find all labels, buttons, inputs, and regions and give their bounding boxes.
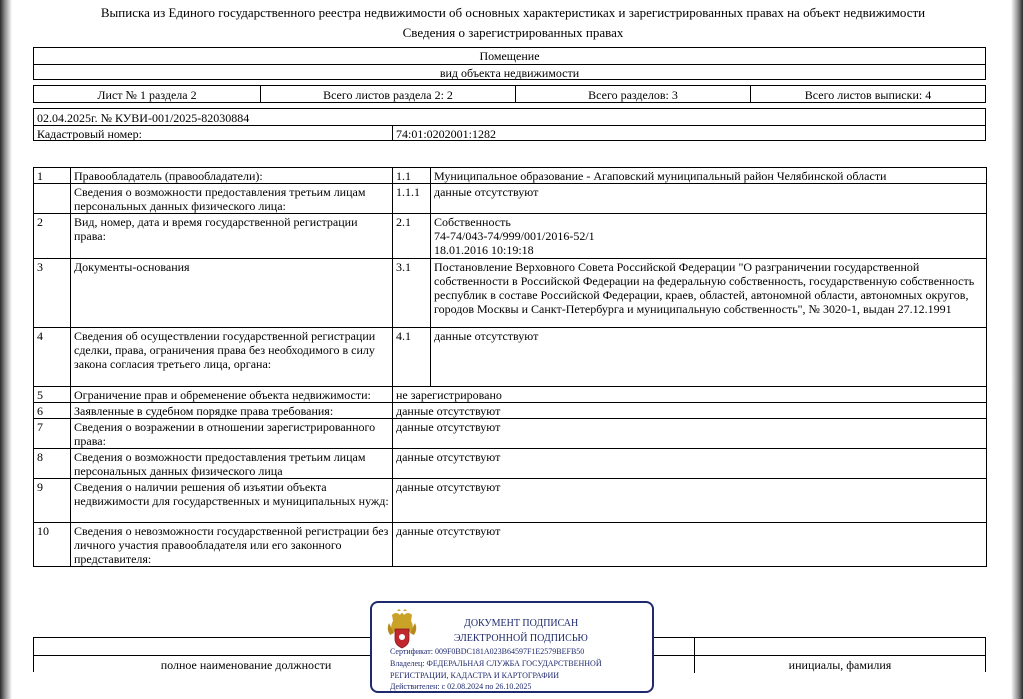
scan-edge-left — [0, 0, 12, 699]
table-row — [34, 328, 987, 387]
row-value: не зарегистрировано — [393, 387, 987, 403]
row-value: данные отсутствуют — [393, 523, 987, 567]
row-number: 5 — [34, 387, 71, 403]
stamp-title: ДОКУМЕНТ ПОДПИСАН — [464, 618, 579, 629]
row-subnumber: 2.1 — [393, 214, 431, 259]
row-value: данные отсутствуют — [393, 479, 987, 523]
cadastral-label: Кадастровый номер: — [37, 127, 142, 141]
row-label: Сведения о возможности предоставления третьим лицам персональных данных физического лица: — [71, 184, 393, 214]
sheet-number: Лист № 1 раздела 2 — [97, 88, 197, 102]
table-row — [34, 259, 987, 328]
table-row — [34, 419, 987, 449]
stamp-validity: Действителен: с 02.08.2024 по 26.10.2025 — [390, 682, 532, 691]
object-type-value: Помещение — [479, 49, 540, 63]
table-row — [34, 479, 987, 523]
table-row — [34, 387, 987, 403]
object-type-caption: вид объекта недвижимости — [439, 66, 580, 80]
row-label: Заявленные в судебном порядке права требования: — [71, 403, 393, 419]
row-number — [34, 184, 71, 214]
row-subnumber: 1.1.1 — [393, 184, 431, 214]
sheets-in-section: Всего листов раздела 2: 2 — [323, 88, 453, 102]
total-sheets: Всего листов выписки: 4 — [804, 88, 932, 102]
table-row — [34, 449, 987, 479]
row-subnumber: 4.1 — [393, 328, 431, 387]
row-number: 9 — [34, 479, 71, 523]
row-label: Документы-основания — [71, 259, 393, 328]
row-value: данные отсутствуют — [393, 449, 987, 479]
row-subnumber: 1.1 — [393, 168, 431, 184]
row-label: Сведения о наличии решения об изъятии объекта недвижимости для государственных и муниципальных нужд: — [71, 479, 393, 523]
row-label: Сведения о возможности предоставления третьим лицам персональных данных физического лица — [71, 449, 393, 479]
row-label: Сведения о возражении в отношении зарегистрированного права: — [71, 419, 393, 449]
total-sections: Всего разделов: 3 — [588, 88, 678, 102]
row-number: 6 — [34, 403, 71, 419]
object-type-box — [33, 47, 986, 80]
row-value: Муниципальное образование - Агаповский муниципальный район Челябинской области — [431, 168, 987, 184]
row-subnumber: 3.1 — [393, 259, 431, 328]
row-number: 3 — [34, 259, 71, 328]
stamp-certificate: Сертификат: 009F0BDC181A023B64597F1E2579BEFB50 — [390, 647, 585, 656]
row-value — [431, 214, 987, 259]
row-number: 1 — [34, 168, 71, 184]
initials-caption: инициалы, фамилия — [788, 658, 892, 672]
table-row — [34, 523, 987, 567]
row-value: данные отсутствуют — [431, 184, 987, 214]
row-number: 2 — [34, 214, 71, 259]
row-label: Ограничение прав и обременение объекта недвижимости: — [71, 387, 393, 403]
stamp-subtitle: ЭЛЕКТРОННОЙ ПОДПИСЬЮ — [454, 633, 588, 644]
row-label: Правообладатель (правообладатели): — [71, 168, 393, 184]
row-label: Сведения об осуществлении государственной регистрации сделки, права, ограничения права без необходимого в силу закона согласия третьего лица, органа: — [71, 328, 393, 387]
right-type: Собственность — [434, 215, 511, 229]
table-row — [34, 184, 987, 214]
stamp-owner-continued: РЕГИСТРАЦИИ, КАДАСТРА И КАРТОГРАФИИ — [390, 671, 560, 680]
registration-datetime: 18.01.2016 10:19:18 — [434, 243, 534, 257]
table-row — [34, 403, 987, 419]
document-subtitle: Сведения о зарегистрированных правах — [402, 25, 624, 40]
row-value: данные отсутствуют — [431, 328, 987, 387]
scan-edge-right — [1011, 0, 1023, 699]
row-number: 7 — [34, 419, 71, 449]
table-row — [34, 168, 987, 184]
statement-date-number: 02.04.2025г. № КУВИ-001/2025-82030884 — [37, 111, 250, 125]
row-number: 10 — [34, 523, 71, 567]
registration-number: 74-74/043-74/999/001/2016-52/1 — [434, 229, 595, 243]
coat-of-arms-icon — [384, 609, 420, 651]
row-value: Постановление Верховного Совета Российской Федерации "О разграничении государственной собственности в Российской Федерации на федеральную собственность, государственную собственность республик в составе Российской Федерации, краев, областей, автономной области, автономных округов, городов Москвы и Санкт-Петербурга и муниципальную собственность", № 3020-1, выдан 27.12.1991 — [431, 259, 987, 328]
row-value: данные отсутствуют — [393, 419, 987, 449]
row-number: 8 — [34, 449, 71, 479]
table-row — [34, 214, 987, 259]
row-value: данные отсутствуют — [393, 403, 987, 419]
electronic-signature-stamp — [370, 601, 654, 693]
sheet-info-row — [33, 85, 986, 103]
rights-table — [33, 167, 987, 567]
row-label: Сведения о невозможности государственной регистрации без личного участия правообладателя или его законного представителя: — [71, 523, 393, 567]
statement-box — [33, 108, 986, 141]
document-title: Выписка из Единого государственного реестра недвижимости об основных характеристиках и зарегистрированных правах на объект недвижимости — [100, 5, 926, 20]
row-label: Вид, номер, дата и время государственной регистрации права: — [71, 214, 393, 259]
stamp-owner: Владелец: ФЕДЕРАЛЬНАЯ СЛУЖБА ГОСУДАРСТВЕННОЙ — [390, 659, 602, 668]
cadastral-number: 74:01:0202001:1282 — [396, 127, 497, 141]
position-caption: полное наименование должности — [160, 658, 332, 672]
row-number: 4 — [34, 328, 71, 387]
